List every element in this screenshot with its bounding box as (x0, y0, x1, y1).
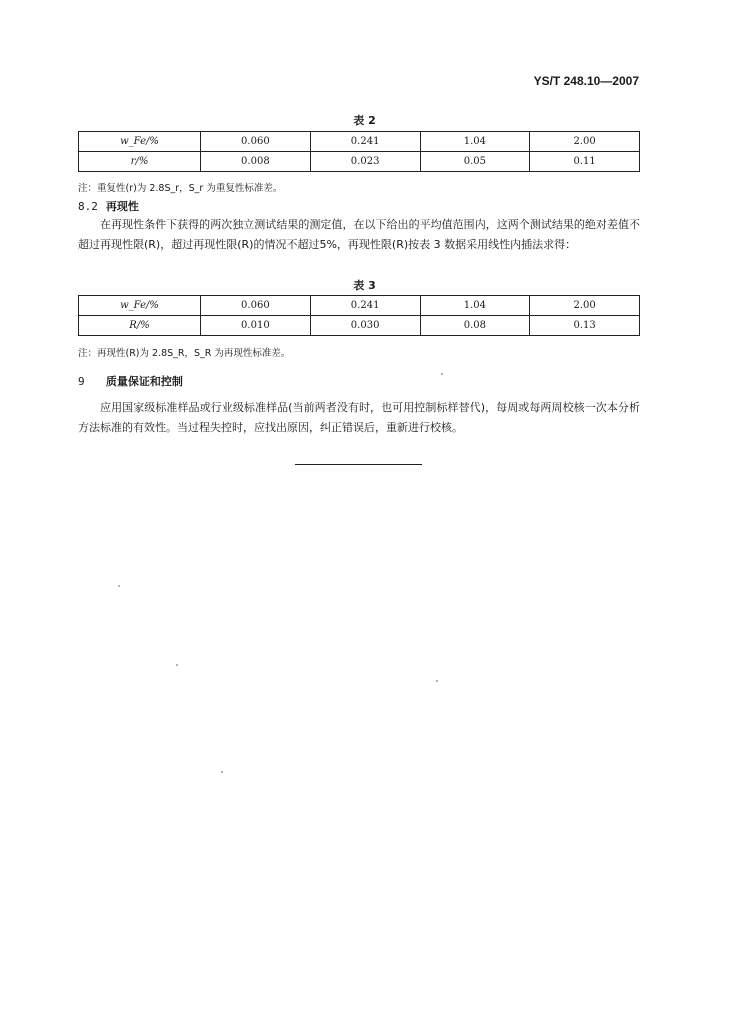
table-cell: 0.060 (201, 296, 311, 316)
table-cell: 1.04 (420, 132, 530, 152)
table-cell: 2.00 (530, 132, 640, 152)
section-title: 再现性 (105, 200, 139, 213)
section-9-heading (78, 373, 183, 389)
table-row (79, 132, 640, 152)
table-cell: 0.030 (310, 316, 420, 336)
table-row (79, 152, 640, 172)
table-row (79, 296, 640, 316)
row-label: w_Fe/% (79, 296, 201, 316)
table-cell: 0.05 (420, 152, 530, 172)
table-2-note: 注：重复性(r)为 2.8S_r，S_r 为重复性标准差。 (78, 183, 283, 194)
table-row (79, 316, 640, 336)
table-cell: 1.04 (420, 296, 530, 316)
section-number: 8.2 (78, 200, 98, 213)
table-cell: 0.08 (420, 316, 530, 336)
table-cell: 0.241 (310, 296, 420, 316)
scan-speck (436, 680, 438, 682)
section-title: 质量保证和控制 (105, 375, 183, 388)
section-8-2-paragraph: 在再现性条件下获得的两次独立测试结果的测定值，在以下给出的平均值范围内，这两个测试结果的绝对差值不超过再现性限(R)，超过再现性限(R)的情况不超过5%，再现性限(R)按表 3 数据采用线性内插法求得： (78, 218, 640, 251)
section-9-paragraph: 应用国家级标准样品或行业级标准样品(当前两者没有时，也可用控制标样替代)，每周或每两周校核一次本分析方法标准的有效性。当过程失控时，应找出原因，纠正错误后，重新进行校核。 (78, 401, 640, 434)
table-cell: 0.008 (201, 152, 311, 172)
table-2 (78, 131, 640, 172)
document-number: YS/T 248.10—2007 (533, 74, 639, 88)
row-label: R/% (79, 316, 201, 336)
table-cell: 0.060 (201, 132, 311, 152)
table-3 (78, 295, 640, 336)
scan-speck (221, 771, 223, 773)
table-2-caption: 表 2 (353, 114, 376, 127)
scan-speck (118, 585, 120, 587)
scan-speck (176, 664, 178, 666)
table-cell: 0.241 (310, 132, 420, 152)
table-3-note: 注：再现性(R)为 2.8S_R，S_R 为再现性标准差。 (78, 348, 291, 359)
table-3-caption: 表 3 (353, 279, 376, 292)
section-8-2-heading (78, 198, 139, 214)
section-number: 9 (78, 375, 85, 388)
table-cell: 2.00 (530, 296, 640, 316)
table-cell: 0.023 (310, 152, 420, 172)
table-cell: 0.010 (201, 316, 311, 336)
row-label: r/% (79, 152, 201, 172)
end-rule (295, 464, 422, 465)
table-cell: 0.11 (530, 152, 640, 172)
scan-speck (441, 373, 443, 375)
table-cell: 0.13 (530, 316, 640, 336)
row-label: w_Fe/% (79, 132, 201, 152)
